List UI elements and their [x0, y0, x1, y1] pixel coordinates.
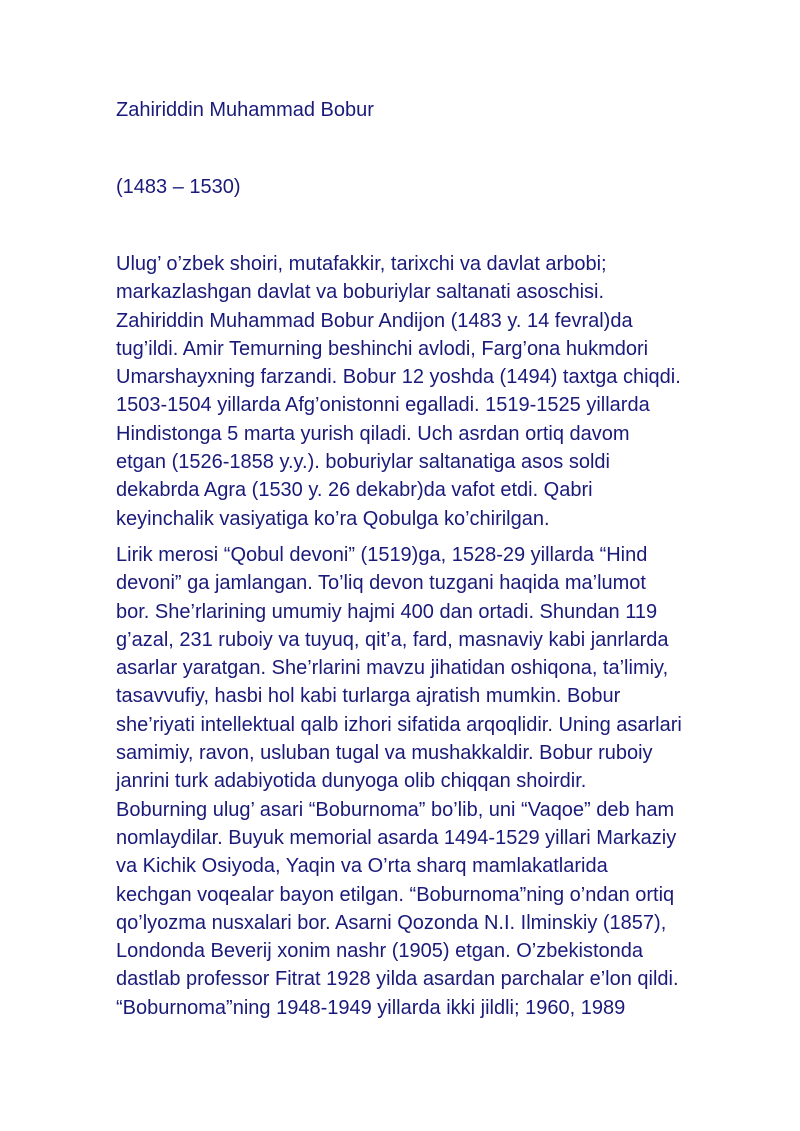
text-line: dastlab professor Fitrat 1928 yilda asardan parchalar e’lon qildi.	[116, 968, 679, 991]
text-line: etgan (1526-1858 y.y.). boburiylar saltanatiga asos soldi	[116, 451, 610, 474]
text-line: Hindistonga 5 marta yurish qiladi. Uch asrdan ortiq davom	[116, 422, 630, 445]
text-line: Lirik merosi “Qobul devoni” (1519)ga, 1528-29 yillarda “Hind	[116, 544, 648, 566]
text-line: tug’ildi. Amir Temurning beshinchi avlodi, Farg’ona hukmdori	[116, 337, 649, 360]
text-line: Ulug’ o’zbek shoiri, mutafakkir, tarixchi va davlat arbobi;	[116, 253, 607, 275]
paragraph-literary-heritage	[116, 541, 776, 1022]
text-line: she’riyati intellektual qalb izhori sifatida arqoqlidir. Uning asarlari	[116, 713, 682, 736]
text-line: g’azal, 231 ruboiy va tuyuq, qit’a, fard, masnaviy kabi janrlarda	[116, 628, 669, 651]
text-line: va Kichik Osiyoda, Yaqin va O’rta sharq mamlakatlarida	[116, 855, 608, 878]
text-line: 1503-1504 yillarda Afg’onistonni egalladi. 1519-1525 yillarda	[116, 394, 650, 417]
text-line: dekabrda Agra (1530 y. 26 dekabr)da vafot etdi. Qabri	[116, 479, 593, 502]
text-line: nomlaydilar. Buyuk memorial asarda 1494-1529 yillari Markaziy	[116, 826, 677, 849]
text-line: samimiy, ravon, usluban tugal va mushakkaldir. Bobur ruboiy	[116, 742, 653, 765]
text-line: “Boburnoma”ning 1948-1949 yillarda ikki jildli; 1960, 1989	[116, 996, 626, 1019]
paragraph-biography	[116, 250, 776, 533]
text-line: kechgan voqealar bayon etilgan. “Boburnoma”ning o’ndan ortiq	[116, 883, 675, 906]
text-line: Boburning ulug’ asari “Boburnoma” bo’lib, uni “Vaqoe” deb ham	[116, 798, 675, 821]
text-line: keyinchalik vasiyatiga ko’ra Qobulga ko’chirilgan.	[116, 507, 550, 530]
text-line: bor. She’rlarining umumiy hajmi 400 dan ortadi. Shundan 119	[116, 600, 658, 623]
text-line: devoni” ga jamlangan. To’liq devon tuzgani haqida ma’lumot	[116, 572, 646, 595]
text-line: asarlar yaratgan. She’rlarini mavzu jihatidan oshiqona, ta’limiy,	[116, 657, 669, 680]
text-line: Londonda Beverij xonim nashr (1905) etgan. O’zbekistonda	[116, 940, 643, 963]
text-line: Umarshayxning farzandi. Bobur 12 yoshda (1494) taxtga chiqdi.	[116, 366, 681, 389]
text-line: Zahiriddin Muhammad Bobur Andijon (1483 y. 14 fevral)da	[116, 309, 633, 332]
text-line: janrini turk adabiyotida dunyoga olib chiqqan shoirdir.	[116, 770, 587, 793]
document-years: (1483 – 1530)	[116, 176, 241, 198]
text-line: qo’lyozma nusxalari bor. Asarni Qozonda N.I. Ilminskiy (1857),	[116, 911, 667, 934]
text-line: tasavvufiy, hasbi hol kabi turlarga ajratish mumkin. Bobur	[116, 685, 621, 708]
document-title: Zahiriddin Muhammad Bobur	[116, 99, 374, 121]
text-line: markazlashgan davlat va boburiylar saltanati asoschisi.	[116, 281, 605, 304]
